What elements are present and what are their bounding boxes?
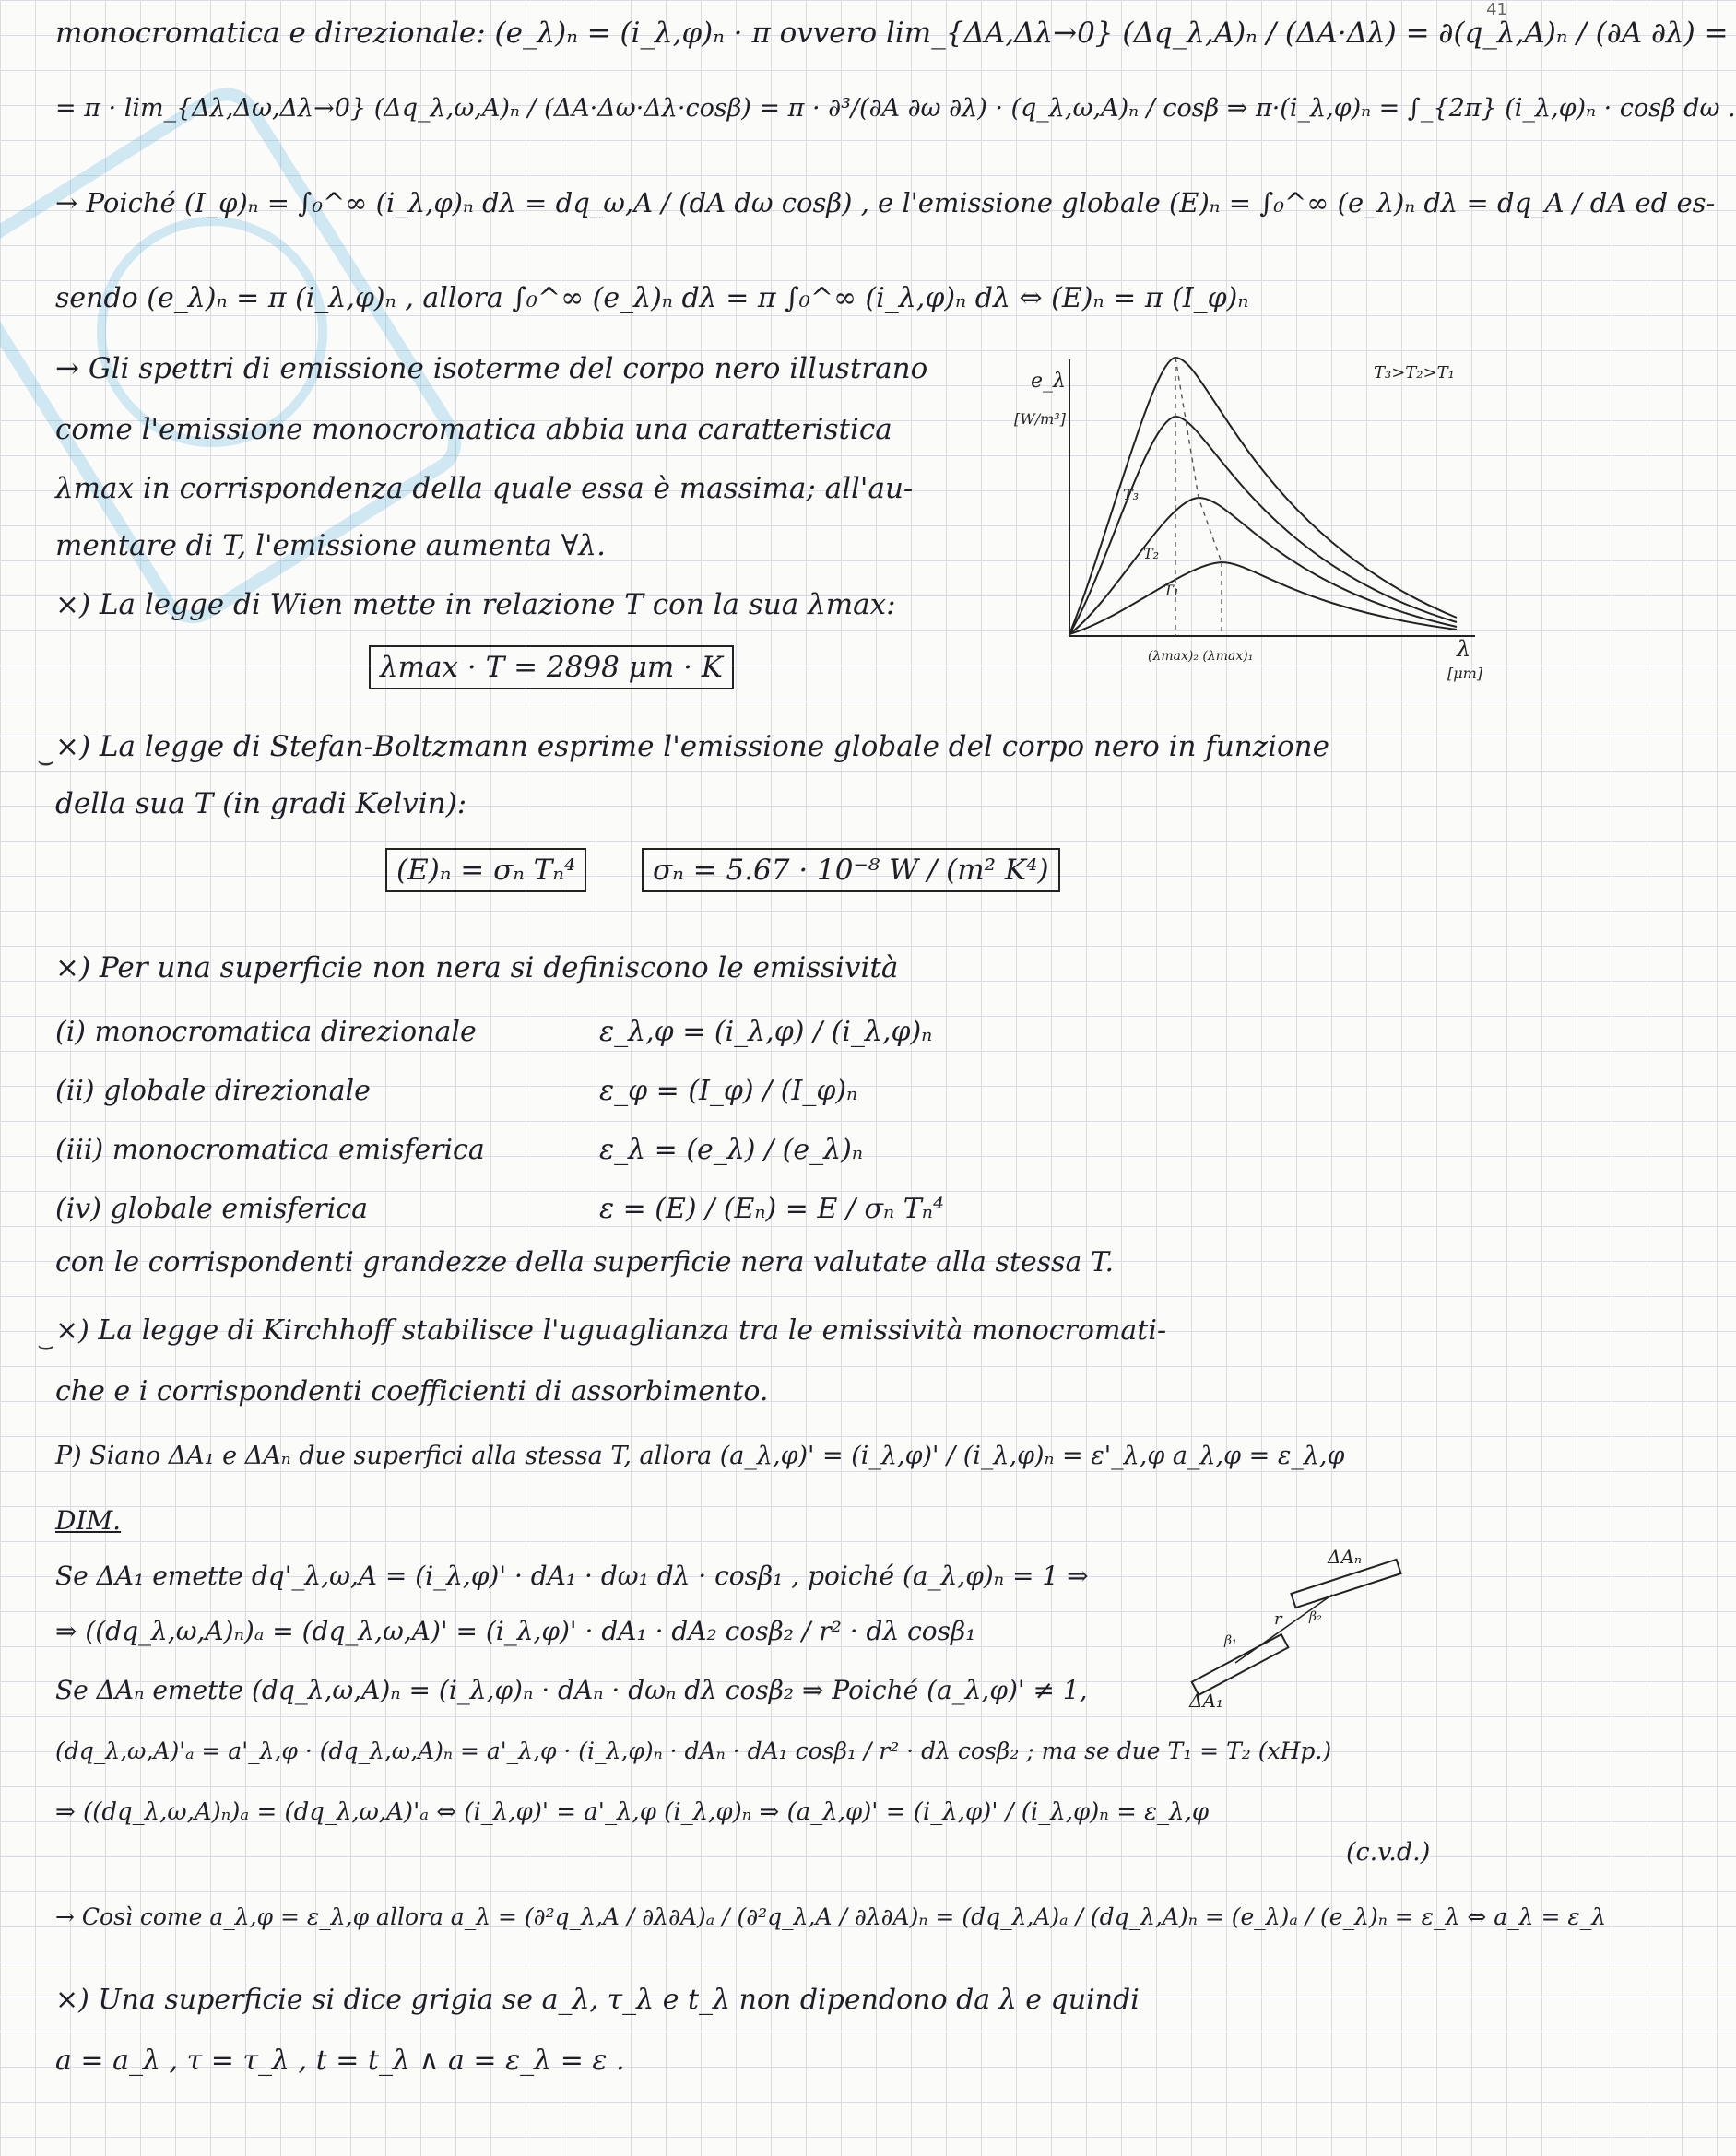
text-line-15: che e i corrispondenti coefficienti di assorbimento. bbox=[55, 1375, 769, 1408]
text-line-11: della sua T (in gradi Kelvin): bbox=[55, 787, 467, 820]
surfaces-diagram bbox=[1171, 1546, 1420, 1714]
text-line-3: → Poiché (I_φ)ₙ = ∫₀^∞ (i_λ,φ)ₙ dλ = dq_ω,A / (dA dω cosβ) , e l'emissione globale (E)ₙ = ∫₀^∞ (e_λ)ₙ dλ = dq_A / dA ed es- bbox=[55, 187, 1716, 218]
sigma-constant-box: σₙ = 5.67 · 10⁻⁸ W / (m² K⁴) bbox=[642, 848, 1060, 892]
text-line-1: monocromatica e direzionale: (e_λ)ₙ = (i_λ,φ)ₙ · π ovvero lim_{ΔA,Δλ→0} (Δq_λ,A)ₙ / (ΔA·Δλ) = ∂(q_λ,A)ₙ / (∂A ∂λ) = bbox=[55, 17, 1729, 50]
text-line-8: mentare di T, l'emissione aumenta ∀λ. bbox=[55, 529, 606, 562]
text-line-23: ×) Una superficie si dice grigia se a_λ, τ_λ e t_λ non dipendono da λ e quindi bbox=[55, 1984, 1140, 2016]
proof-end: (c.v.d.) bbox=[1346, 1838, 1431, 1867]
proof-heading: DIM. bbox=[55, 1505, 122, 1536]
graph-curve-label-t1: T₁ bbox=[1163, 582, 1180, 599]
graph-y-label: e_λ bbox=[1031, 370, 1066, 393]
emissivity-label-3: (iii) monocromatica emisferica bbox=[55, 1134, 485, 1166]
text-line-20: (dq_λ,ω,A)'ₐ = a'_λ,φ · (dq_λ,ω,A)ₙ = a'_λ,φ · (i_λ,φ)ₙ · dAₙ · dA₁ cosβ₁ / r² · dλ cosβ₂ ; ma se due T₁ = T₂ (xHp.) bbox=[55, 1738, 1332, 1764]
emissivity-formula-3: ε_λ = (e_λ) / (e_λ)ₙ bbox=[599, 1134, 864, 1166]
margin-mark: ⌣ bbox=[37, 1329, 55, 1361]
margin-mark: ⌣ bbox=[37, 745, 55, 777]
text-line-5: → Gli spettri di emissione isoterme del corpo nero illustrano bbox=[55, 352, 928, 385]
text-line-16: P) Siano ΔA₁ e ΔAₙ due superfici alla stessa T, allora (a_λ,φ)' = (i_λ,φ)' / (i_λ,φ)ₙ = ε'_λ,φ a_λ,φ = ε_λ,φ bbox=[55, 1442, 1345, 1470]
text-line-19: Se ΔAₙ emette (dq_λ,ω,A)ₙ = (i_λ,φ)ₙ · dAₙ · dωₙ dλ cosβ₂ ⇒ Poiché (a_λ,φ)' ≠ 1, bbox=[55, 1675, 1088, 1705]
text-line-4: sendo (e_λ)ₙ = π (i_λ,φ)ₙ , allora ∫₀^∞ (e_λ)ₙ dλ = π ∫₀^∞ (i_λ,φ)ₙ dλ ⇔ (E)ₙ = π (I_φ)ₙ bbox=[55, 282, 1249, 314]
diagram-bottom-label: ΔA₁ bbox=[1189, 1690, 1223, 1712]
text-line-17: Se ΔA₁ emette dq'_λ,ω,A = (i_λ,φ)' · dA₁ · dω₁ dλ · cosβ₁ , poiché (a_λ,φ)ₙ = 1 ⇒ bbox=[55, 1561, 1089, 1591]
text-line-2: = π · lim_{Δλ,Δω,Δλ→0} (Δq_λ,ω,A)ₙ / (ΔA·Δω·Δλ·cosβ) = π · ∂³/(∂A ∂ω ∂λ) · (q_λ,ω,A)ₙ / cosβ ⇒ π·(i_λ,φ)ₙ = ∫_{2π} (i_λ,φ)ₙ · cosβ dω . bbox=[55, 94, 1736, 123]
text-line-21: ⇒ ((dq_λ,ω,A)ₙ)ₐ = (dq_λ,ω,A)'ₐ ⇔ (i_λ,φ)' = a'_λ,φ (i_λ,φ)ₙ ⇒ (a_λ,φ)' = (i_λ,φ)' / (i_λ,φ)ₙ = ε_λ,φ bbox=[55, 1798, 1210, 1826]
text-line-18: ⇒ ((dq_λ,ω,A)ₙ)ₐ = (dq_λ,ω,A)' = (i_λ,φ)' · dA₁ · dA₂ cosβ₂ / r² · dλ cosβ₁ bbox=[55, 1616, 976, 1646]
diagram-top-label: ΔAₙ bbox=[1328, 1546, 1362, 1568]
diagram-r-label: r bbox=[1274, 1609, 1282, 1629]
text-line-14: ×) La legge di Kirchhoff stabilisce l'uguaglianza tra le emissività monocromati- bbox=[55, 1314, 1167, 1347]
stefan-boltzmann-box: (E)ₙ = σₙ Tₙ⁴ bbox=[385, 848, 586, 892]
diagram-beta2-label: β₂ bbox=[1309, 1609, 1322, 1624]
page-number: 41 bbox=[1486, 0, 1507, 19]
text-line-7: λmax in corrispondenza della quale essa è massima; all'au- bbox=[55, 472, 914, 505]
wien-law-box: λmax · T = 2898 μm · K bbox=[369, 645, 734, 689]
graph-curve-label-t2: T₂ bbox=[1143, 545, 1160, 562]
emissivity-label-1: (i) monocromatica direzionale bbox=[55, 1016, 477, 1048]
text-line-6: come l'emissione monocromatica abbia una caratteristica bbox=[55, 413, 892, 446]
text-line-22: → Così come a_λ,φ = ε_λ,φ allora a_λ = (∂²q_λ,A / ∂λ∂A)ₐ / (∂²q_λ,A / ∂λ∂A)ₙ = (dq_λ,A)ₐ / (dq_λ,A)ₙ = (e_λ)ₐ / (e_λ)ₙ = ε_λ ⇔ a_λ = ε_λ bbox=[55, 1903, 1607, 1930]
text-line-24: a = a_λ , τ = τ_λ , t = t_λ ∧ a = ε_λ = ε . bbox=[55, 2044, 625, 2077]
emissivity-label-4: (iv) globale emisferica bbox=[55, 1193, 368, 1225]
text-line-10: ×) La legge di Stefan-Boltzmann esprime l'emissione globale del corpo nero in funzione bbox=[55, 730, 1329, 763]
graph-y-unit: [W/m³] bbox=[1014, 410, 1066, 428]
diagram-beta1-label: β₁ bbox=[1224, 1633, 1237, 1648]
text-line-9: ×) La legge di Wien mette in relazione T con la sua λmax: bbox=[55, 588, 896, 621]
graph-x-label: λ bbox=[1457, 636, 1471, 662]
emissivity-formula-2: ε_φ = (I_φ) / (I_φ)ₙ bbox=[599, 1075, 858, 1107]
text-line-12: ×) Per una superficie non nera si definiscono le emissività bbox=[55, 951, 899, 984]
graph-x-unit: [μm] bbox=[1447, 665, 1483, 682]
emissivity-formula-4: ε = (E) / (Eₙ) = E / σₙ Tₙ⁴ bbox=[599, 1193, 944, 1225]
emissivity-formula-1: ε_λ,φ = (i_λ,φ) / (i_λ,φ)ₙ bbox=[599, 1016, 933, 1048]
blackbody-graph bbox=[1014, 341, 1494, 682]
text-line-13: con le corrispondenti grandezze della superficie nera valutate alla stessa T. bbox=[55, 1246, 1115, 1278]
graph-order-label: T₃>T₂>T₁ bbox=[1374, 363, 1455, 383]
emissivity-label-2: (ii) globale direzionale bbox=[55, 1075, 371, 1107]
graph-x-marks: (λmax)₂ (λmax)₁ bbox=[1148, 649, 1254, 664]
graph-curve-label-t3: T₃ bbox=[1123, 486, 1140, 503]
